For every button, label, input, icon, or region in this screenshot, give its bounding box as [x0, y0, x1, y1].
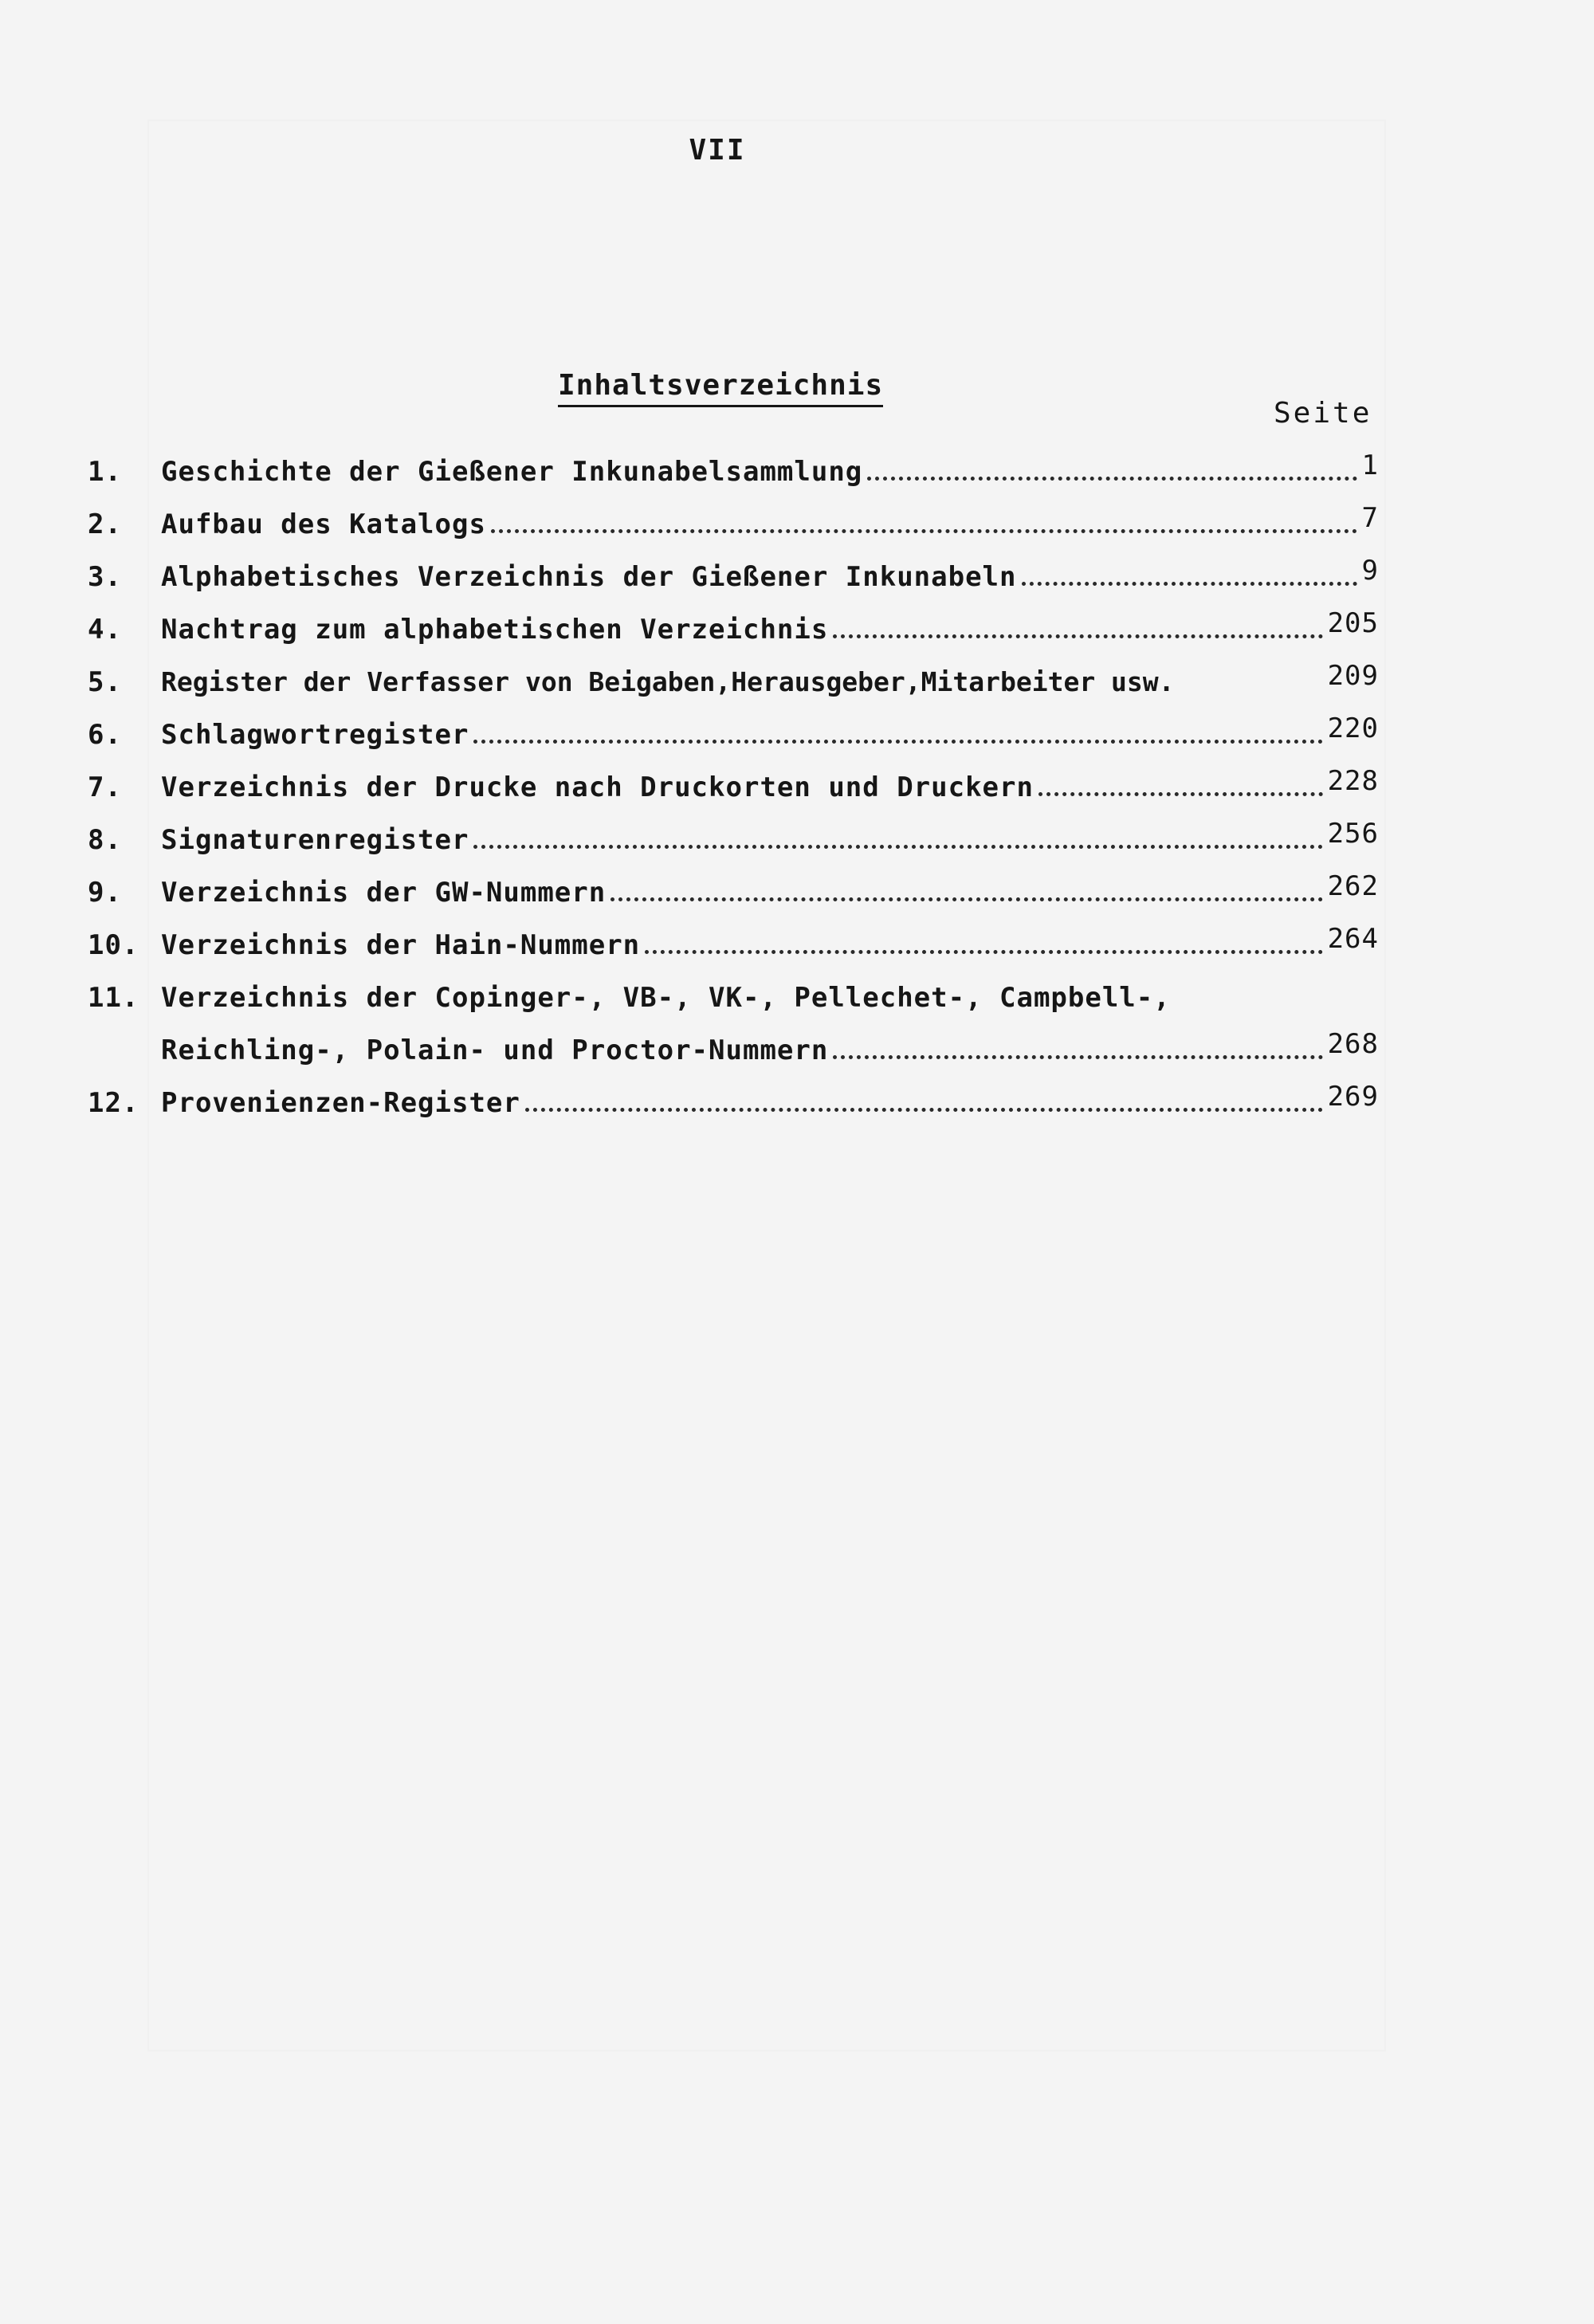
toc-entry-number: 5.: [88, 666, 122, 698]
toc-entry-number: 7.: [88, 771, 122, 803]
toc-entry: [88, 502, 1379, 561]
toc-entry: [88, 660, 1379, 719]
toc-entry-number: 1.: [88, 456, 122, 488]
dot-leader: [833, 1055, 1322, 1059]
toc-entry-page: 264: [1327, 923, 1379, 955]
toc-entry: [88, 607, 1379, 666]
toc-entry-number: 3.: [88, 561, 122, 593]
toc-entry: [88, 555, 1379, 614]
toc-entry: [88, 870, 1379, 929]
toc-entry-title: Register der Verfasser von Beigaben,Herausgeber,Mitarbeiter usw.: [161, 666, 1175, 697]
toc-entry: [88, 982, 1379, 1034]
toc-entry-title-continuation: Reichling-, Polain- und Proctor-Nummern: [161, 1034, 829, 1066]
page-column-label: Seite: [1274, 397, 1372, 430]
toc-entry-continuation: [88, 1028, 1379, 1087]
toc-entry-number: 6.: [88, 719, 122, 751]
toc-entry-title: Verzeichnis der GW-Nummern: [161, 877, 607, 909]
dot-leader: [833, 634, 1322, 638]
toc-list: [88, 449, 1379, 1140]
toc-entry-page: 7: [1361, 502, 1379, 534]
toc-entry-page: 205: [1327, 607, 1379, 639]
toc-entry-page: 1: [1361, 449, 1379, 481]
toc-entry-number: 4.: [88, 614, 122, 646]
toc-entry-title: Verzeichnis der Copinger-, VB-, VK-, Pellechet-, Campbell-,: [161, 982, 1171, 1014]
toc-entry-title: Verzeichnis der Drucke nach Druckorten und Druckern: [161, 771, 1034, 803]
toc-entry-number: 2.: [88, 508, 122, 540]
toc-entry-title: Signaturenregister: [161, 824, 469, 856]
toc-entry-number: 8.: [88, 824, 122, 856]
dot-leader: [1022, 582, 1357, 586]
toc-entry-page: 256: [1327, 818, 1379, 850]
dot-leader: [1038, 792, 1323, 796]
toc-entry: [88, 765, 1379, 824]
toc-entry-page: 220: [1327, 713, 1379, 744]
toc-entry-page: 209: [1327, 660, 1379, 692]
toc-entry-title: Alphabetisches Verzeichnis der Gießener Inkunabeln: [161, 561, 1017, 593]
toc-entry-number: 12.: [88, 1087, 139, 1119]
dot-leader: [611, 897, 1322, 901]
page-number: VII: [689, 134, 746, 167]
dot-leader: [867, 477, 1356, 481]
toc-entry-page: 9: [1361, 555, 1379, 587]
toc-entry-page: 268: [1327, 1028, 1379, 1060]
dot-leader: [525, 1108, 1323, 1112]
toc-entry-page: 269: [1327, 1081, 1379, 1113]
toc-entry-number: 11.: [88, 982, 139, 1014]
dot-leader: [491, 529, 1357, 533]
toc-entry-title: Geschichte der Gießener Inkunabelsammlung: [161, 456, 863, 488]
dot-leader: [473, 740, 1322, 744]
toc-title: Inhaltsverzeichnis: [558, 368, 883, 407]
toc-entry-title: Aufbau des Katalogs: [161, 508, 486, 540]
toc-entry-title: Provenienzen-Register: [161, 1087, 520, 1119]
toc-entry: [88, 1081, 1379, 1140]
toc-entry-title: Verzeichnis der Hain-Nummern: [161, 929, 641, 961]
toc-entry-number: 9.: [88, 877, 122, 909]
dot-leader: [473, 845, 1322, 849]
toc-entry-number: 10.: [88, 929, 139, 961]
toc-entry-title: Nachtrag zum alphabetischen Verzeichnis: [161, 614, 829, 646]
toc-entry: [88, 818, 1379, 877]
toc-entry: [88, 713, 1379, 771]
toc-entry-title: Schlagwortregister: [161, 719, 469, 751]
toc-entry: [88, 449, 1379, 508]
toc-entry: [88, 923, 1379, 982]
toc-entry-page: 228: [1327, 765, 1379, 797]
toc-entry-page: 262: [1327, 870, 1379, 902]
dot-leader: [645, 950, 1322, 954]
